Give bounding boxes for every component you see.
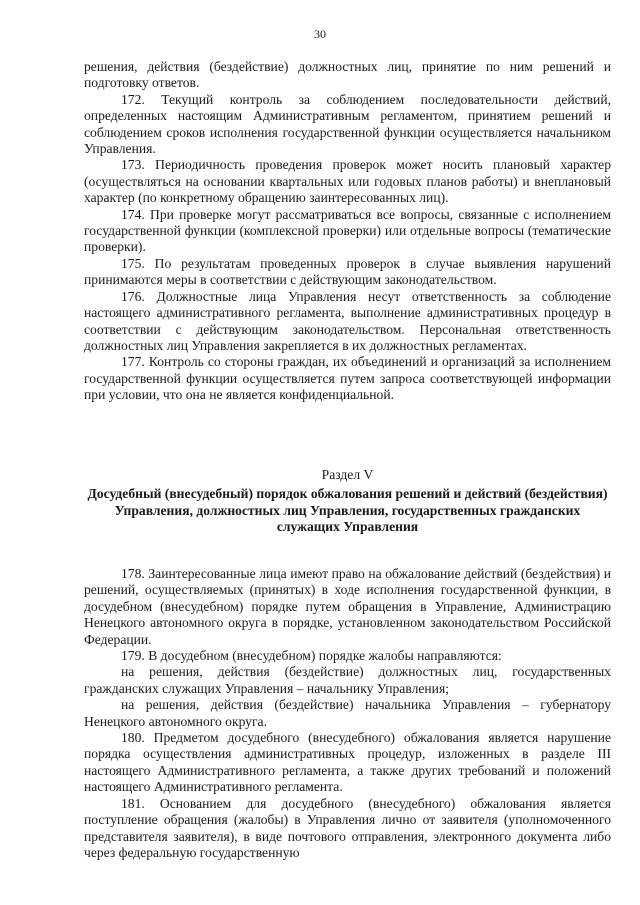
paragraph-176: 176. Должностные лица Управления несут ответственность за соблюдение настоящего административного регламента, выполнение административных процедур в соответствии с действующим законодательством. Персональная ответственность должностных лиц Управления закрепляется в их должностных регламентах. — [84, 288, 611, 353]
paragraphs-after-section — [84, 566, 611, 861]
page-number: 30 — [314, 27, 326, 41]
paragraph-180: 180. Предметом досудебного (внесудебного) обжалования является нарушение порядка осуществления административных процедур, изложенных в разделе III настоящего Административного регламента, а также других требований и положений настоящего Административного регламента. — [84, 730, 611, 795]
section-title: Досудебный (внесудебный) порядок обжалования решений и действий (бездействия) Управления, должностных лиц Управления, государственных гражданских служащих Управления — [87, 486, 608, 535]
paragraph-175: 175. По результатам проведенных проверок в случае выявления нарушений принимаются меры в соответствии с действующим законодательством. — [84, 255, 611, 288]
paragraph-continuation: решения, действия (бездействие) должностных лиц, принятие по ним решений и подготовку ответов. — [84, 59, 611, 91]
paragraph-173: 173. Периодичность проведения проверок может носить плановый характер (осуществляться на основании квартальных или годовых планов работы) и внеплановый характер (по конкретному обращению заинтересованных лиц). — [84, 157, 611, 206]
paragraphs-before-section — [84, 59, 611, 404]
paragraph-181: 181. Основанием для досудебного (внесудебного) обжалования является поступление обращения (жалобы) в Управления лично от заявителя (уполномоченного представителя заявителя), в виде почтового отправления, электронного документа либо через федеральную государственную — [84, 795, 611, 860]
paragraph-179-item-1: на решения, действия (бездействие) должностных лиц, государственных гражданских служащих Управления – начальнику Управления; — [84, 664, 611, 696]
paragraph-179-item-2: на решения, действия (бездействие) начальника Управления – губернатору Ненецкого автономного округа. — [84, 697, 611, 729]
paragraph-177: 177. Контроль со стороны граждан, их объединений и организаций за исполнением государственной функции осуществляется путем запроса соответствующей информации при условии, что она не является конфиденциальной. — [84, 354, 611, 403]
section-heading — [84, 467, 611, 536]
paragraph-174: 174. При проверке могут рассматриваться все вопросы, связанные с исполнением государственной функции (комплексной проверки) или отдельные вопросы (тематические проверки). — [84, 206, 611, 255]
paragraph-179: 179. В досудебном (внесудебном) порядке жалобы направляются: — [121, 648, 502, 664]
paragraph-178: 178. Заинтересованные лица имеют право на обжалование действий (бездействия) и решений, осуществляемых (принятых) в ходе исполнения государственной функции, в досудебном (внесудебном) порядке путем обращения в Управление, Администрацию Ненецкого автономного округа в порядке, установленном законодательством Российской Федерации. — [84, 566, 611, 647]
section-label: Раздел V — [321, 467, 374, 482]
paragraph-172: 172. Текущий контроль за соблюдением последовательности действий, определенных настоящим Административным регламентом, принятием решений и соблюдением сроков исполнения государственной функции осуществляется начальником Управления. — [84, 91, 611, 157]
